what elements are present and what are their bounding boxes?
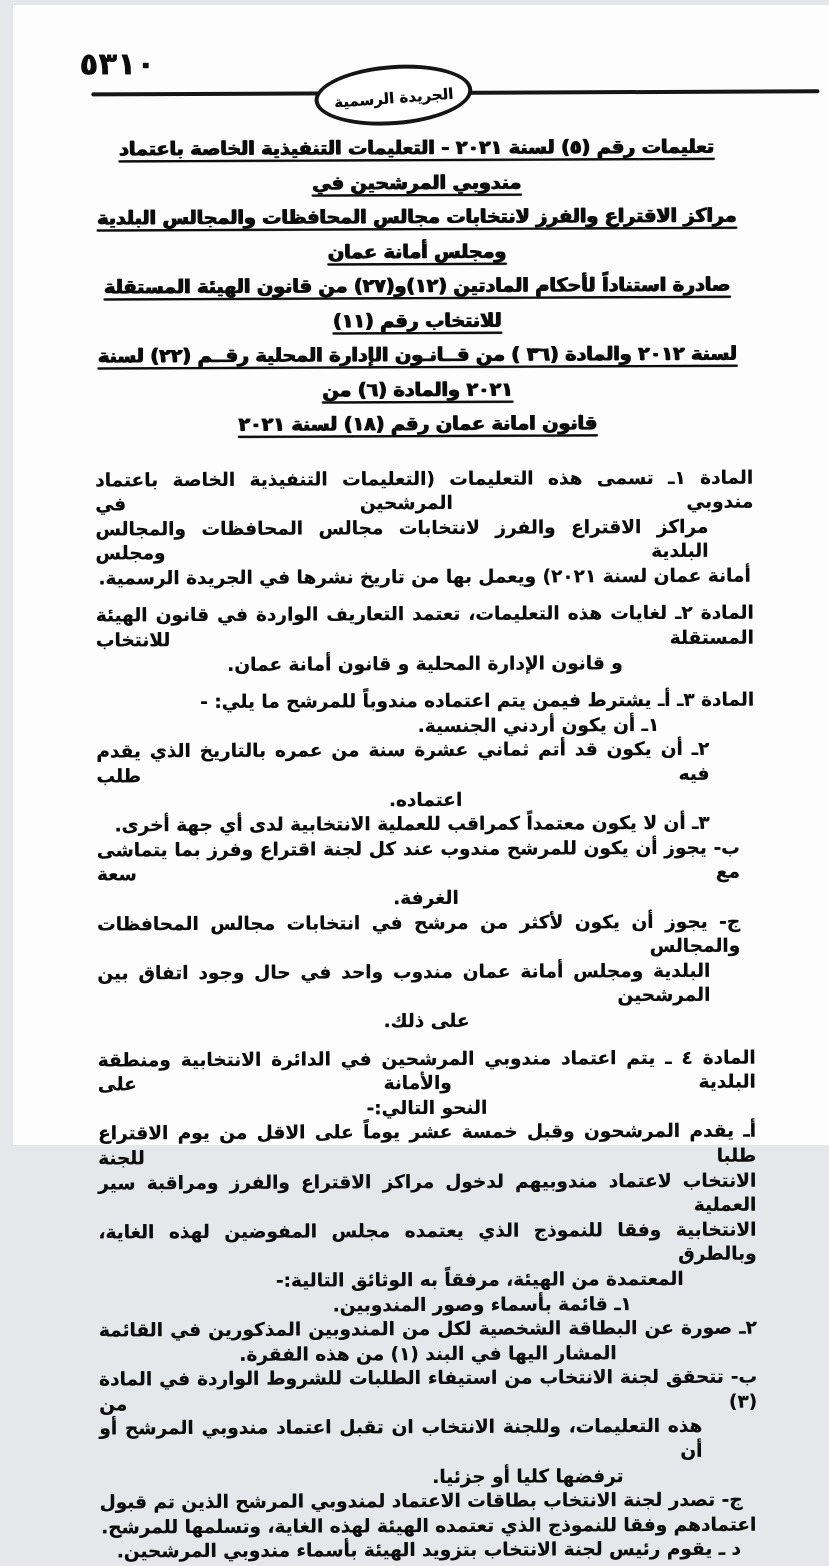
article-3 xyxy=(96,689,755,1036)
body-line: ج- يجوز أن يكون لأكثر من مرشح في انتخابات مجالس المحافظات والمجالس xyxy=(96,911,741,958)
gazette-badge xyxy=(312,59,474,131)
body-line: مراكز الاقتراع والفرز لانتخابات مجالس المحافظات والمجالس البلدية ومجلس xyxy=(95,516,709,565)
article-1 xyxy=(95,466,754,592)
body-line: هذه التعليمات، وللجنة الانتخاب ان تقبل اعتماد مندوبي المرشح أو أن xyxy=(99,1416,703,1462)
body-line: د ـ يقوم رئيس لجنة الانتخاب بتزويد الهيئة بأسماء مندوبي المرشحين. xyxy=(116,1539,741,1563)
body-line: ترفضها كليا أو جزئيا. xyxy=(432,1465,624,1488)
body-line: ٢ـ صورة عن البطاقة الشخصية لكل من المندوبين المذكورين في القائمة xyxy=(98,1317,757,1342)
body-line: أمانة عمان لسنة ٢٠٢١) ويعمل بها من تاريخ نشرها في الجريدة الرسمية. xyxy=(98,565,751,590)
title-block xyxy=(90,130,745,443)
body-line: و قانون الإدارة المحلية و قانون أمانة عمان. xyxy=(227,652,623,676)
body-line: ١ـ أن يكون أردني الجنسية. xyxy=(417,714,660,737)
body-line: المادة ١ـ تسمى هذه التعليمات (التعليمات التنفيذية الخاصة باعتماد مندوبي المرشحين في xyxy=(95,467,754,516)
body-line: المعتمدة من الهيئة، مرفقاً به الوثائق التالية:- xyxy=(275,1268,684,1292)
body-line: ١ـ قائمة بأسماء وصور المندوبين. xyxy=(332,1293,632,1316)
body-line: ب- يجوز أن يكون للمرشح مندوب عند كل لجنة اقتراع وفرز بما يتماشى مع سعة xyxy=(96,837,740,886)
title-line: لسنة ٢٠١٢ والمادة (٣٦ ) من قــانـون الإدارة المحلية رقــم (٢٢) لسنة ٢٠٢١ والمادة (٦) من xyxy=(98,342,738,401)
body-line: اعتماده. xyxy=(388,789,463,811)
body-line: ج- تصدر لجنة الانتخاب بطاقات الاعتماد لمندوبي المرشح الذين تم قبول xyxy=(99,1489,743,1514)
page-content xyxy=(11,3,829,1563)
body-line: أـ يقدم المرشحون وقبل خمسة عشر يوماً على الاقل من يوم الاقتراع طلبا للجنة xyxy=(97,1120,757,1170)
body-line: اعتمادهم وفقا للنموذج الذي تعتمده الهيئة لهذه الغاية، وتسلمها للمرشح. xyxy=(101,1514,757,1539)
gazette-badge-label: الجريدة الرسمية xyxy=(333,84,454,112)
body-line: الانتخابية وفقا للنموذج الذي يعتمده مجلس المفوضين لهذه الغاية، وبالطرق xyxy=(98,1219,757,1266)
page xyxy=(13,5,829,1563)
body-line: الغرفة. xyxy=(393,887,459,910)
page-number: ٥٣١٠ xyxy=(79,46,156,83)
title-line: مراكز الاقتراع والفرز لانتخابات مجالس المحافظات والمجالس البلدية ومجلس أمانة عمان xyxy=(97,204,737,263)
title-line: صادرة استناداً لأحكام المادتين (١٢)و(٢٧) من قانون الهيئة المستقلة للانتخاب رقم (١١) xyxy=(104,273,731,332)
document-body xyxy=(95,466,758,1565)
body-line: ٣ـ أن لا يكون معتمداً كمراقب للعملية الانتخابية لدى أي جهة أخرى. xyxy=(114,812,710,837)
body-line: ٢ـ أن يكون قد أتم ثماني عشرة سنة من عمره بالتاريخ الذي يقدم فيه طلب xyxy=(96,739,710,788)
article-4 xyxy=(98,1046,758,1565)
article-2 xyxy=(96,602,754,679)
page-header xyxy=(11,3,828,127)
body-line: النحو التالي:- xyxy=(366,1097,488,1119)
title-line: قانون امانة عمان رقم (١٨) لسنة ٢٠٢١ xyxy=(238,412,598,436)
body-line: الانتخاب لاعتماد مندوبيهم لدخول مراكز الاقتراع والفرز ومراقبة سير العملية xyxy=(98,1170,757,1216)
body-line: ب- تتحقق لجنة الانتخاب من استيفاء الطلبات للشروط الواردة في المادة (٣) من xyxy=(98,1366,758,1416)
body-line: المشار اليها في البند (١) من هذه الفقرة. xyxy=(239,1342,617,1366)
title-line: تعليمات رقم (٥) لسنة ٢٠٢١ - التعليمات التنفيذية الخاصة باعتماد مندوبي المرشحين في xyxy=(119,135,715,194)
body-line: المادة ٤ ـ يتم اعتماد مندوبي المرشحين في الدائرة الانتخابية ومنطقة البلدية والأمانة على xyxy=(97,1047,756,1096)
body-line: البلدية ومجلس أمانة عمان مندوب واحد في حال وجود اتفاق بين المرشحين xyxy=(97,960,711,1007)
body-line: على ذلك. xyxy=(383,1010,470,1033)
body-line: المادة ٣ـ أـ يشترط فيمن يتم اعتماده مندوباً للمرشح ما يلي: - xyxy=(200,689,755,714)
body-line: المادة ٢ـ لغايات هذه التعليمات، تعتمد التعاريف الواردة في قانون الهيئة المستقلة للانتخاب xyxy=(95,603,754,652)
